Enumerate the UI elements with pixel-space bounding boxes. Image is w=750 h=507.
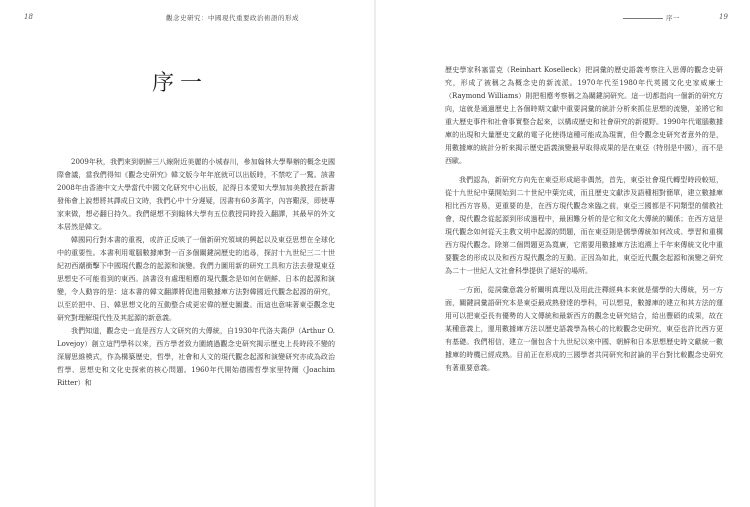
paragraph: 我們知道，觀念史一直是西方人文研究的大傳統，自1930年代洛夫喬伊（Arthur O. Lovejoy）創立這門學科以來，西方學者致力圍繞過觀念史研究揭示歷史上長時段不變的深層思維模式，作為構築歷史，哲學，社會和人文的現代觀念起源和演變研究亦成為政治哲學、思想史和文化史探索的核心問題。1960年代開始德國哲學家里特爾（Joachim Ritter）和 (57, 327, 335, 387)
running-head-title: 序一 (666, 14, 680, 22)
right-page (375, 0, 750, 507)
right-body-text (445, 64, 723, 375)
page-number-right: 19 (719, 13, 728, 21)
running-head-rule (623, 18, 663, 19)
running-head-right (623, 13, 680, 22)
paragraph: 一方面，從詞彙意義分析闡明真理以及用此注釋經典本來就是儒學的大傳統，另一方面，關鍵詞彙語研究本是東亞最成熟發達的學科，可以想見，數據庫的建立和其方法的運用可以把東亞長有優勢的人文傳統和最新西方的觀念史研究結合，給出豐碩的成果，故在某種意義上，運用數據庫方法以歷史語義學為核心的比較觀念史研究，東亞也許比西方更有基礎。我們相信，建立一個包含十九世紀以來中國、朝鮮和日本思想歷史時文獻統一數據庫的時機已經成熟。目前正在形成的三國學者共同研究和討論的平台對比較觀念史研究有著重要意義。 (445, 286, 723, 372)
paragraph: 我們認為，新研究方向先在東亞形成絕非偶然，首先，東亞社會現代轉型時段較短，從十九世紀中葉開始到二十世紀中葉完成，而且歷史文獻涉及語種相對簡單，建立數據庫相比西方容易，更重要的是，在西方現代觀念來臨之前，東亞三國都是不同類型的儒教社會，現代觀念從起源到形成過程中，最困難分析的是它和文化大傳統的關係；在西方這是現代觀念如何從天主教文明中起源的問題，而在東亞則是儒學傳統如何改成、學習和重構西方現代觀念。除第二個問題更為寬廣，它需要用數據庫方法追溯上千年來傳統文化中重要觀念的形成以及和西方現代觀念的互動。正因為如此，東亞近代觀念起源和演變之研究為二十一世紀人文社會科學提供了絕好的場所。 (445, 176, 723, 275)
paragraph: 2009年秋，我們來到朝鮮三八線附近美麗的小城春川，參加翰林大學舉辦的概念史國際會議，當我們得知《觀念史研究》韓文版今年年底就可以出版時，不禁吃了一驚。該書2008年由香港中文大學當代中國文化研究中心出版，記得日本愛知大學加加美教授在新書發佈會上說想將其譯成日文時，我們心中十分遲疑，因書有60多萬字，內容艱深，即使專家來做，想必翻日持久。我們絕想不到翰林大學有五位教授同時投入翻譯，其最早的外文本居然是韓文。 (57, 158, 335, 231)
paragraph: 歷史學家科塞雷克（Reinhart Koselleck）把詞彙的歷史語義考察注入思傳的觀念史研究，形成了被稱之為概念史的新流派。1970年代至1980年代英國文化史家威廉士（Raymond Williams）則把相應考察稱之為關鍵詞研究。這一切都指向一個新的研究方向，這就是通過歷史上各個時期文獻中重要詞彙的統計分析來抓住思想的流變，並將它和重大歷史事件和社會事實整合起來，以構成歷史和社會研究的新視野。1990年代電腦數據庫的出現和大量歷史文獻的電子化使得這種可能成為現實，但令觀念史研究者意外的是，用數據庫的統計分析來揭示歷史語義演變最早取得成果的是在東亞（特別是中國），而不是西歐。 (445, 66, 723, 165)
running-head-left: 觀念史研究：中國現代重要政治術語的形成 (166, 14, 299, 22)
left-body-text (57, 156, 335, 390)
paragraph: 韓國同行對本書的重視，或許正反映了一個新研究領域的興起以及東亞思想在全球化中的重要性。本書利用電腦數據庫對一百多個關鍵詞歷史的追尋，探討十九世紀三二十世紀初西潮衝擊下中國現代觀念的起源和演變。我們力圖用新的研究工具和方法去發現東亞思想史不可能看到的東西。該書沒有處理相應的現代觀念是如何在朝鮮、日本的起源和演變，令人動容的是：這本書的韓文翻譯將促進用數據庫方法對韓國近代觀念起源的研究，以至於把中、日、韓思想文化的互動整合成更宏偉的歷史圖畫。而這也意味著東亞觀念史研究對理解現代性及其起源的新意義。 (57, 236, 335, 322)
page-number-left: 18 (24, 13, 33, 21)
chapter-title: 序一 (152, 71, 209, 96)
